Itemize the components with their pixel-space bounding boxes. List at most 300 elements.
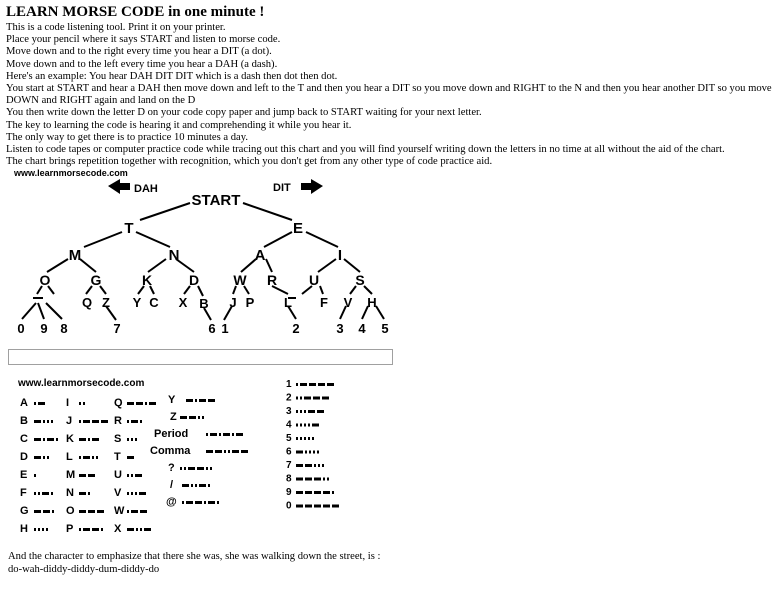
dot-mark bbox=[180, 467, 182, 470]
dot-mark bbox=[314, 464, 316, 467]
tree-number: 0 bbox=[17, 321, 25, 336]
tree-node: X bbox=[178, 295, 188, 310]
dot-mark bbox=[300, 410, 302, 413]
footer bbox=[8, 551, 380, 576]
dot-mark bbox=[202, 416, 204, 419]
dot-mark bbox=[309, 451, 311, 454]
code-pattern bbox=[127, 474, 142, 477]
code-pattern bbox=[127, 438, 137, 441]
code-char: 3 bbox=[286, 406, 292, 417]
dot-mark bbox=[127, 474, 129, 477]
code-char: Y bbox=[168, 394, 176, 406]
code-pattern bbox=[127, 492, 146, 495]
instruction-line: Move down and to the right every time you hear a DIT (a dot). bbox=[6, 46, 272, 58]
tree-node: N bbox=[168, 247, 180, 264]
dash-mark bbox=[296, 491, 303, 494]
code-char: / bbox=[170, 479, 174, 491]
dash-mark bbox=[186, 501, 193, 504]
tree-node: R bbox=[266, 272, 278, 288]
dot-mark bbox=[34, 528, 36, 531]
dash-mark bbox=[232, 450, 239, 453]
instruction-line: You start at START and hear a DAH then move down and left to the T and then you hear a DIT so you move down and RIGHT to the N and then you hear another DIT so you move DOWN and RIGHT again and land on the D bbox=[6, 83, 772, 107]
dash-mark bbox=[140, 510, 147, 513]
dash-mark bbox=[314, 505, 321, 508]
dot-mark bbox=[127, 438, 129, 441]
dot-mark bbox=[47, 456, 49, 459]
code-pattern bbox=[79, 456, 98, 459]
dash-mark bbox=[92, 438, 99, 441]
tree-node: V bbox=[343, 295, 353, 310]
tree-number: 8 bbox=[60, 321, 68, 336]
tree-node: L bbox=[284, 295, 292, 310]
tree-node: Y bbox=[132, 295, 142, 310]
dash-mark bbox=[317, 410, 324, 413]
dash-mark bbox=[188, 467, 195, 470]
dot-mark bbox=[34, 492, 36, 495]
dot-mark bbox=[217, 501, 219, 504]
tree-node: P bbox=[245, 295, 255, 310]
code-char: 1 bbox=[286, 379, 292, 390]
dot-mark bbox=[79, 456, 81, 459]
dot-mark bbox=[232, 433, 234, 436]
dot-mark bbox=[52, 510, 54, 513]
dot-mark bbox=[92, 456, 94, 459]
dash-mark bbox=[180, 416, 187, 419]
instruction-line: Here's an example: You hear DAH DIT DIT which is a dash then dot then dot. bbox=[6, 70, 338, 82]
dash-mark bbox=[127, 456, 134, 459]
dash-mark bbox=[186, 399, 193, 402]
code-pattern bbox=[296, 478, 329, 481]
dash-mark bbox=[305, 478, 312, 481]
dot-mark bbox=[131, 474, 133, 477]
code-char: 8 bbox=[286, 473, 292, 485]
dash-mark bbox=[83, 420, 90, 423]
dash-mark bbox=[79, 474, 86, 477]
tree-node: T bbox=[124, 220, 134, 237]
instruction-line: The only way to get there is to practice 10 minutes a day. bbox=[6, 131, 249, 143]
dash-mark bbox=[323, 505, 330, 508]
blank-input-box bbox=[8, 349, 393, 365]
dot-mark bbox=[135, 438, 137, 441]
dot-mark bbox=[96, 456, 98, 459]
tree-node: U bbox=[308, 272, 320, 288]
dash-mark bbox=[322, 397, 329, 400]
instruction-line: Listen to code tapes or computer practice code while tracing out this chart and you will find yourself writing down the letters in no time at all without the aid of the chart. bbox=[6, 144, 725, 156]
code-char: S bbox=[114, 433, 122, 445]
dash-mark bbox=[127, 402, 134, 405]
dot-mark bbox=[296, 383, 298, 386]
code-pattern bbox=[79, 528, 103, 531]
dash-mark bbox=[305, 505, 312, 508]
code-char: 5 bbox=[286, 433, 292, 444]
dash-mark bbox=[305, 491, 312, 494]
dot-mark bbox=[204, 501, 206, 504]
dot-mark bbox=[47, 420, 49, 423]
tree-node: W bbox=[233, 272, 247, 288]
dot-mark bbox=[88, 492, 90, 495]
code-pattern bbox=[296, 451, 319, 454]
dash-mark bbox=[314, 478, 321, 481]
dash-mark bbox=[199, 399, 206, 402]
dash-mark bbox=[34, 420, 41, 423]
code-pattern bbox=[182, 484, 210, 487]
dash-mark bbox=[327, 383, 334, 386]
dash-mark bbox=[83, 528, 90, 531]
code-char: ? bbox=[168, 462, 175, 474]
code-char: O bbox=[66, 505, 75, 517]
dot-mark bbox=[145, 402, 147, 405]
dot-mark bbox=[182, 501, 184, 504]
code-char: R bbox=[114, 415, 122, 427]
dah-label: DAH bbox=[134, 183, 158, 195]
code-pattern bbox=[79, 510, 104, 513]
dash-mark bbox=[195, 501, 202, 504]
dot-mark bbox=[312, 437, 314, 440]
dot-mark bbox=[304, 437, 306, 440]
tree-start: START bbox=[191, 192, 241, 209]
instruction-line: Place your pencil where it says START and listen to morse code. bbox=[6, 34, 281, 46]
tree-node: O bbox=[39, 272, 51, 288]
dot-mark bbox=[332, 491, 334, 494]
code-column-letters-2 bbox=[66, 397, 108, 535]
dot-mark bbox=[323, 478, 325, 481]
tree-node: D bbox=[188, 272, 200, 288]
tree-number: 4 bbox=[358, 321, 366, 336]
dash-mark bbox=[313, 397, 320, 400]
dash-mark bbox=[197, 467, 204, 470]
code-pattern bbox=[296, 424, 319, 427]
dash-mark bbox=[47, 438, 54, 441]
tree-node: H bbox=[367, 295, 377, 310]
dash-mark bbox=[300, 383, 307, 386]
dash-mark bbox=[136, 402, 143, 405]
dot-mark bbox=[79, 528, 81, 531]
dot-mark bbox=[127, 420, 129, 423]
tree-number: 6 bbox=[208, 321, 216, 336]
code-pattern bbox=[182, 501, 219, 504]
dash-mark bbox=[223, 433, 230, 436]
code-pattern bbox=[34, 510, 54, 513]
dot-mark bbox=[198, 416, 200, 419]
code-char: C bbox=[20, 433, 28, 445]
code-char: H bbox=[20, 523, 28, 535]
dash-mark bbox=[314, 491, 321, 494]
code-char: 9 bbox=[286, 487, 292, 498]
dit-label: DIT bbox=[273, 182, 291, 194]
dash-mark bbox=[199, 484, 206, 487]
dot-mark bbox=[300, 424, 302, 427]
instruction-line: You then write down the letter D on your code copy paper and jump back to START waiting for your next letter. bbox=[6, 107, 482, 119]
tree-number: 2 bbox=[292, 321, 300, 336]
dot-mark bbox=[127, 510, 129, 513]
dot-mark bbox=[224, 450, 226, 453]
code-column-letters-3 bbox=[114, 397, 156, 535]
dash-mark bbox=[208, 399, 215, 402]
tree-number: 9 bbox=[40, 321, 48, 336]
code-char: U bbox=[114, 469, 122, 481]
dot-mark bbox=[43, 438, 45, 441]
morse-code-table bbox=[0, 372, 380, 535]
code-char: T bbox=[114, 451, 121, 463]
code-pattern bbox=[296, 383, 334, 386]
code-pattern bbox=[206, 433, 243, 436]
code-char: X bbox=[114, 523, 122, 535]
code-char: @ bbox=[166, 496, 177, 508]
dash-mark bbox=[149, 402, 156, 405]
dash-mark bbox=[34, 456, 41, 459]
instructions bbox=[6, 22, 776, 168]
dash-mark bbox=[182, 484, 189, 487]
dash-mark bbox=[79, 510, 86, 513]
dot-mark bbox=[38, 528, 40, 531]
dash-mark bbox=[101, 420, 108, 423]
tree-site-label: www.learnmorsecode.com bbox=[14, 168, 128, 178]
dot-mark bbox=[208, 484, 210, 487]
tree-node: K bbox=[141, 272, 153, 288]
tree-number: 7 bbox=[113, 321, 121, 336]
dash-mark bbox=[206, 450, 213, 453]
code-char: L bbox=[66, 451, 73, 463]
code-pattern bbox=[34, 492, 53, 495]
dot-mark bbox=[210, 467, 212, 470]
tree-node: F bbox=[320, 295, 328, 310]
code-pattern bbox=[79, 438, 99, 441]
dot-mark bbox=[206, 467, 208, 470]
dot-mark bbox=[296, 424, 298, 427]
code-pattern bbox=[296, 397, 329, 400]
dot-mark bbox=[304, 410, 306, 413]
code-pattern bbox=[180, 467, 212, 470]
tree-number: 3 bbox=[336, 321, 344, 336]
dash-mark bbox=[92, 528, 99, 531]
dash-mark bbox=[88, 474, 95, 477]
code-pattern bbox=[296, 491, 334, 494]
dot-mark bbox=[308, 437, 310, 440]
dot-mark bbox=[300, 437, 302, 440]
dot-mark bbox=[43, 456, 45, 459]
instruction-line: This is a code listening tool. Print it on your printer. bbox=[6, 22, 226, 33]
dash-mark bbox=[97, 510, 104, 513]
code-pattern bbox=[79, 420, 108, 423]
dash-mark bbox=[308, 410, 315, 413]
code-pattern bbox=[127, 402, 156, 405]
code-column-letters-1 bbox=[20, 397, 58, 535]
code-char: 4 bbox=[286, 419, 292, 431]
dash-mark bbox=[135, 474, 142, 477]
code-pattern bbox=[34, 420, 53, 423]
code-pattern bbox=[127, 528, 151, 531]
tree-node: B bbox=[199, 296, 209, 311]
code-char: Comma bbox=[150, 445, 191, 457]
code-pattern bbox=[34, 402, 45, 405]
dot-mark bbox=[43, 420, 45, 423]
code-char: I bbox=[66, 397, 70, 409]
tree-node: Q bbox=[81, 295, 93, 310]
dash-mark bbox=[305, 464, 312, 467]
dot-mark bbox=[140, 528, 142, 531]
dash-mark bbox=[83, 456, 90, 459]
dot-mark bbox=[206, 433, 208, 436]
tree-node: S bbox=[355, 272, 365, 288]
dash-mark bbox=[309, 383, 316, 386]
dash-mark bbox=[92, 420, 99, 423]
dot-mark bbox=[322, 464, 324, 467]
code-char: E bbox=[20, 469, 28, 481]
code-pattern bbox=[296, 505, 339, 508]
dot-mark bbox=[127, 492, 129, 495]
code-char: B bbox=[20, 415, 28, 427]
dot-mark bbox=[296, 410, 298, 413]
tree-node: Z bbox=[102, 295, 110, 310]
code-char: 2 bbox=[286, 392, 292, 404]
dash-mark bbox=[131, 420, 138, 423]
instruction-line: Move down and to the left every time you hear a DAH (a dash). bbox=[6, 58, 278, 70]
code-char: W bbox=[114, 505, 125, 517]
code-char: P bbox=[66, 523, 74, 535]
dot-mark bbox=[101, 528, 103, 531]
dot-mark bbox=[88, 438, 90, 441]
code-char: 7 bbox=[286, 460, 292, 471]
dash-mark bbox=[42, 492, 49, 495]
dash-mark bbox=[127, 528, 134, 531]
dot-mark bbox=[195, 399, 197, 402]
code-char: Period bbox=[154, 428, 189, 440]
page-title: LEARN MORSE CODE in one minute ! bbox=[6, 4, 265, 20]
dot-mark bbox=[228, 450, 230, 453]
dash-mark bbox=[323, 491, 330, 494]
code-char: Z bbox=[170, 411, 177, 423]
dash-mark bbox=[79, 492, 86, 495]
dot-mark bbox=[83, 402, 85, 405]
tree-number: 1 bbox=[221, 321, 229, 336]
tree-node: I bbox=[337, 247, 343, 264]
dah-arrow-icon bbox=[108, 179, 130, 194]
dot-mark bbox=[42, 528, 44, 531]
table-site-label: www.learnmorsecode.com bbox=[18, 378, 145, 389]
tree-node: A bbox=[254, 247, 266, 264]
code-pattern bbox=[296, 410, 324, 413]
code-char: F bbox=[20, 487, 27, 499]
code-char: V bbox=[114, 487, 122, 499]
dot-mark bbox=[296, 437, 298, 440]
dot-mark bbox=[131, 492, 133, 495]
code-pattern bbox=[180, 416, 204, 419]
code-char: N bbox=[66, 487, 74, 499]
code-pattern bbox=[296, 437, 314, 440]
dot-mark bbox=[131, 438, 133, 441]
dash-mark bbox=[139, 492, 146, 495]
dot-mark bbox=[317, 451, 319, 454]
dash-mark bbox=[88, 510, 95, 513]
instruction-line: The key to learning the code is hearing it and comprehending it while you hear it. bbox=[6, 119, 352, 131]
dot-mark bbox=[313, 451, 315, 454]
dot-mark bbox=[34, 474, 36, 477]
code-pattern bbox=[79, 492, 90, 495]
code-char: G bbox=[20, 505, 29, 517]
code-char: K bbox=[66, 433, 74, 445]
code-pattern bbox=[34, 474, 36, 477]
footer-line: And the character to emphasize that there she was, she was walking down the street, is : bbox=[8, 551, 381, 562]
dash-mark bbox=[332, 505, 339, 508]
code-char: M bbox=[66, 469, 76, 481]
dot-mark bbox=[305, 451, 307, 454]
dot-mark bbox=[219, 433, 221, 436]
dot-mark bbox=[296, 397, 298, 400]
code-pattern bbox=[79, 402, 85, 405]
code-pattern bbox=[127, 420, 142, 423]
dot-mark bbox=[79, 420, 81, 423]
dash-mark bbox=[210, 433, 217, 436]
dot-mark bbox=[46, 528, 48, 531]
code-pattern bbox=[79, 474, 95, 477]
dash-mark bbox=[296, 464, 303, 467]
dot-mark bbox=[318, 464, 320, 467]
dot-mark bbox=[140, 420, 142, 423]
code-column-punctuation bbox=[150, 394, 248, 508]
dot-mark bbox=[51, 420, 53, 423]
dash-mark bbox=[34, 438, 41, 441]
dot-mark bbox=[56, 438, 58, 441]
code-pattern bbox=[206, 450, 248, 453]
dash-mark bbox=[34, 510, 41, 513]
code-char: 6 bbox=[286, 446, 292, 458]
dash-mark bbox=[131, 510, 138, 513]
dot-mark bbox=[300, 397, 302, 400]
dash-mark bbox=[236, 433, 243, 436]
dot-mark bbox=[79, 402, 81, 405]
dot-mark bbox=[136, 528, 138, 531]
dot-mark bbox=[327, 478, 329, 481]
dash-mark bbox=[79, 438, 86, 441]
dot-mark bbox=[135, 492, 137, 495]
dot-mark bbox=[51, 492, 53, 495]
dash-mark bbox=[296, 451, 303, 454]
code-pattern bbox=[296, 464, 324, 467]
code-char: Q bbox=[114, 397, 123, 409]
tree-node: E bbox=[292, 220, 304, 237]
dash-mark bbox=[241, 450, 248, 453]
code-char: D bbox=[20, 451, 28, 463]
dot-mark bbox=[184, 467, 186, 470]
tree-node: M bbox=[68, 247, 82, 264]
dash-mark bbox=[296, 505, 303, 508]
tree-node: G bbox=[90, 272, 102, 288]
dot-mark bbox=[34, 402, 36, 405]
code-char: J bbox=[66, 415, 73, 427]
dash-mark bbox=[304, 397, 311, 400]
code-column-numbers bbox=[286, 379, 339, 512]
dot-mark bbox=[195, 484, 197, 487]
code-char: A bbox=[20, 397, 28, 409]
footer-line: do-wah-diddy-diddy-dum-diddy-do bbox=[8, 563, 160, 575]
dot-mark bbox=[38, 492, 40, 495]
dash-mark bbox=[296, 478, 303, 481]
instruction-line: The chart brings repetition together with recognition, which you don't get from any other type of code practice aid. bbox=[6, 156, 493, 168]
dit-arrow-icon bbox=[301, 179, 323, 194]
dash-mark bbox=[38, 402, 45, 405]
dash-mark bbox=[318, 383, 325, 386]
tree-node: C bbox=[149, 295, 159, 310]
code-pattern bbox=[127, 510, 147, 513]
tree-number: 5 bbox=[381, 321, 389, 336]
dash-mark bbox=[208, 501, 215, 504]
dash-mark bbox=[43, 510, 50, 513]
dot-mark bbox=[191, 484, 193, 487]
dash-mark bbox=[312, 424, 319, 427]
dash-mark bbox=[144, 528, 151, 531]
code-pattern bbox=[34, 528, 48, 531]
dot-mark bbox=[308, 424, 310, 427]
